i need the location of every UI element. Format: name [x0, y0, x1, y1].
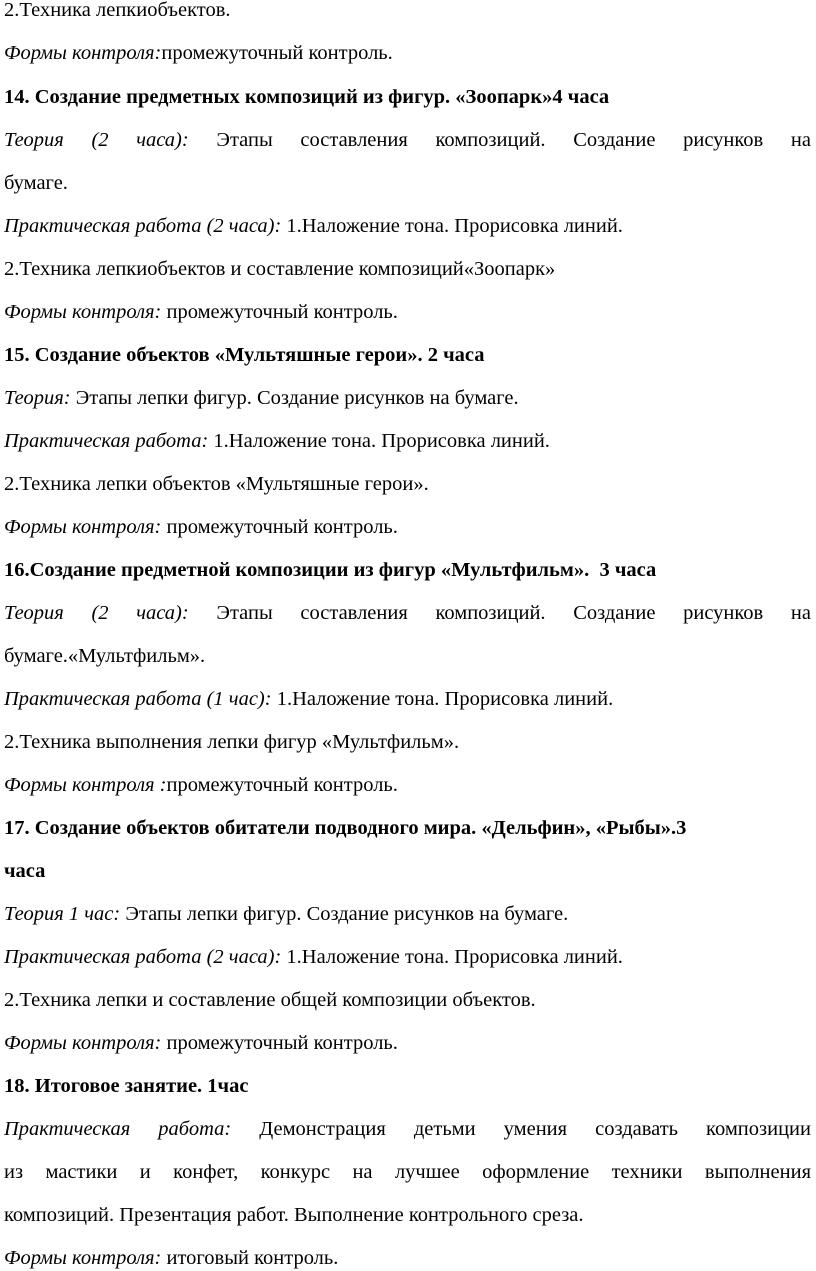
text-line: 2.Техника выполнения лепки фигур «Мультфильм».: [4, 731, 460, 753]
text-line: из мастики и конфет, конкурс на лучшее оформление техники выполнения: [4, 1161, 811, 1183]
section-heading: 18. Итоговое занятие. 1час: [4, 1075, 249, 1097]
line-label: Теория:: [4, 387, 71, 409]
line-label: Формы контроля :: [4, 774, 167, 796]
text-line: Практическая работа (2 часа): 1.Наложение тона. Прорисовка линий.: [4, 946, 623, 968]
text-line: Теория 1 час: Этапы лепки фигур. Создание рисунков на бумаге.: [4, 903, 569, 925]
text-line: Формы контроля: промежуточный контроль.: [4, 516, 398, 538]
text-line: Практическая работа (1 час): 1.Наложение тона. Прорисовка линий.: [4, 688, 614, 710]
line-label: Формы контроля:: [4, 1247, 162, 1269]
line-label: Формы контроля:: [4, 301, 162, 323]
text-line: Теория (2 часа): Этапы составления композиций. Создание рисунков на: [4, 129, 811, 151]
text-line: композиций. Презентация работ. Выполнение контрольного среза.: [4, 1204, 584, 1226]
text-line: Практическая работа (2 часа): 1.Наложение тона. Прорисовка линий.: [4, 215, 623, 237]
line-label: Практическая работа (1 час):: [4, 688, 272, 710]
line-label: Практическая работа (2 часа):: [4, 946, 282, 968]
section-heading-continued: часа: [4, 860, 46, 882]
text-line: Формы контроля :промежуточный контроль.: [4, 774, 398, 796]
line-label: Формы контроля:: [4, 1032, 162, 1054]
section-heading: 15. Создание объектов «Мультяшные герои». 2 часа: [4, 344, 485, 366]
line-label: Теория (2 часа):: [4, 129, 189, 151]
text-line: Теория (2 часа): Этапы составления композиций. Создание рисунков на: [4, 602, 811, 624]
text-line: Практическая работа: Демонстрация детьми умения создавать композиции: [4, 1118, 811, 1140]
text-line: Практическая работа: 1.Наложение тона. Прорисовка линий.: [4, 430, 550, 452]
text-line: бумаге.«Мультфильм».: [4, 645, 206, 667]
section-heading: 14. Создание предметных композиций из фигур. «Зоопарк»4 часа: [4, 86, 610, 108]
text-line: 2.Техника лепки и составление общей композиции объектов.: [4, 989, 536, 1011]
line-label: Практическая работа (2 часа):: [4, 215, 282, 237]
section-heading: 16.Создание предметной композиции из фигур «Мультфильм». 3 часа: [4, 559, 657, 581]
text-line: бумаге.: [4, 172, 68, 194]
line-label: Теория 1 час:: [4, 903, 121, 925]
section-heading: 17. Создание объектов обитатели подводного мира. «Дельфин», «Рыбы».3: [4, 817, 687, 839]
text-line: 2.Техника лепки объектов «Мультяшные герои».: [4, 473, 429, 495]
line-label: Практическая работа:: [4, 430, 209, 452]
text-line: Формы контроля:промежуточный контроль.: [4, 42, 393, 64]
line-label: Практическая работа:: [4, 1118, 232, 1140]
text-line: Формы контроля: итоговый контроль.: [4, 1247, 339, 1269]
line-label: Теория (2 часа):: [4, 602, 189, 624]
line-label: Формы контроля:: [4, 516, 162, 538]
text-line: Формы контроля: промежуточный контроль.: [4, 301, 398, 323]
line-label: Формы контроля:: [4, 42, 162, 64]
text-line: Теория: Этапы лепки фигур. Создание рисунков на бумаге.: [4, 387, 519, 409]
text-line: Формы контроля: промежуточный контроль.: [4, 1032, 398, 1054]
text-line: 2.Техника лепкиобъектов и составление композиций«Зоопарк»: [4, 258, 556, 280]
text-line: 2.Техника лепкиобъектов.: [4, 0, 231, 21]
